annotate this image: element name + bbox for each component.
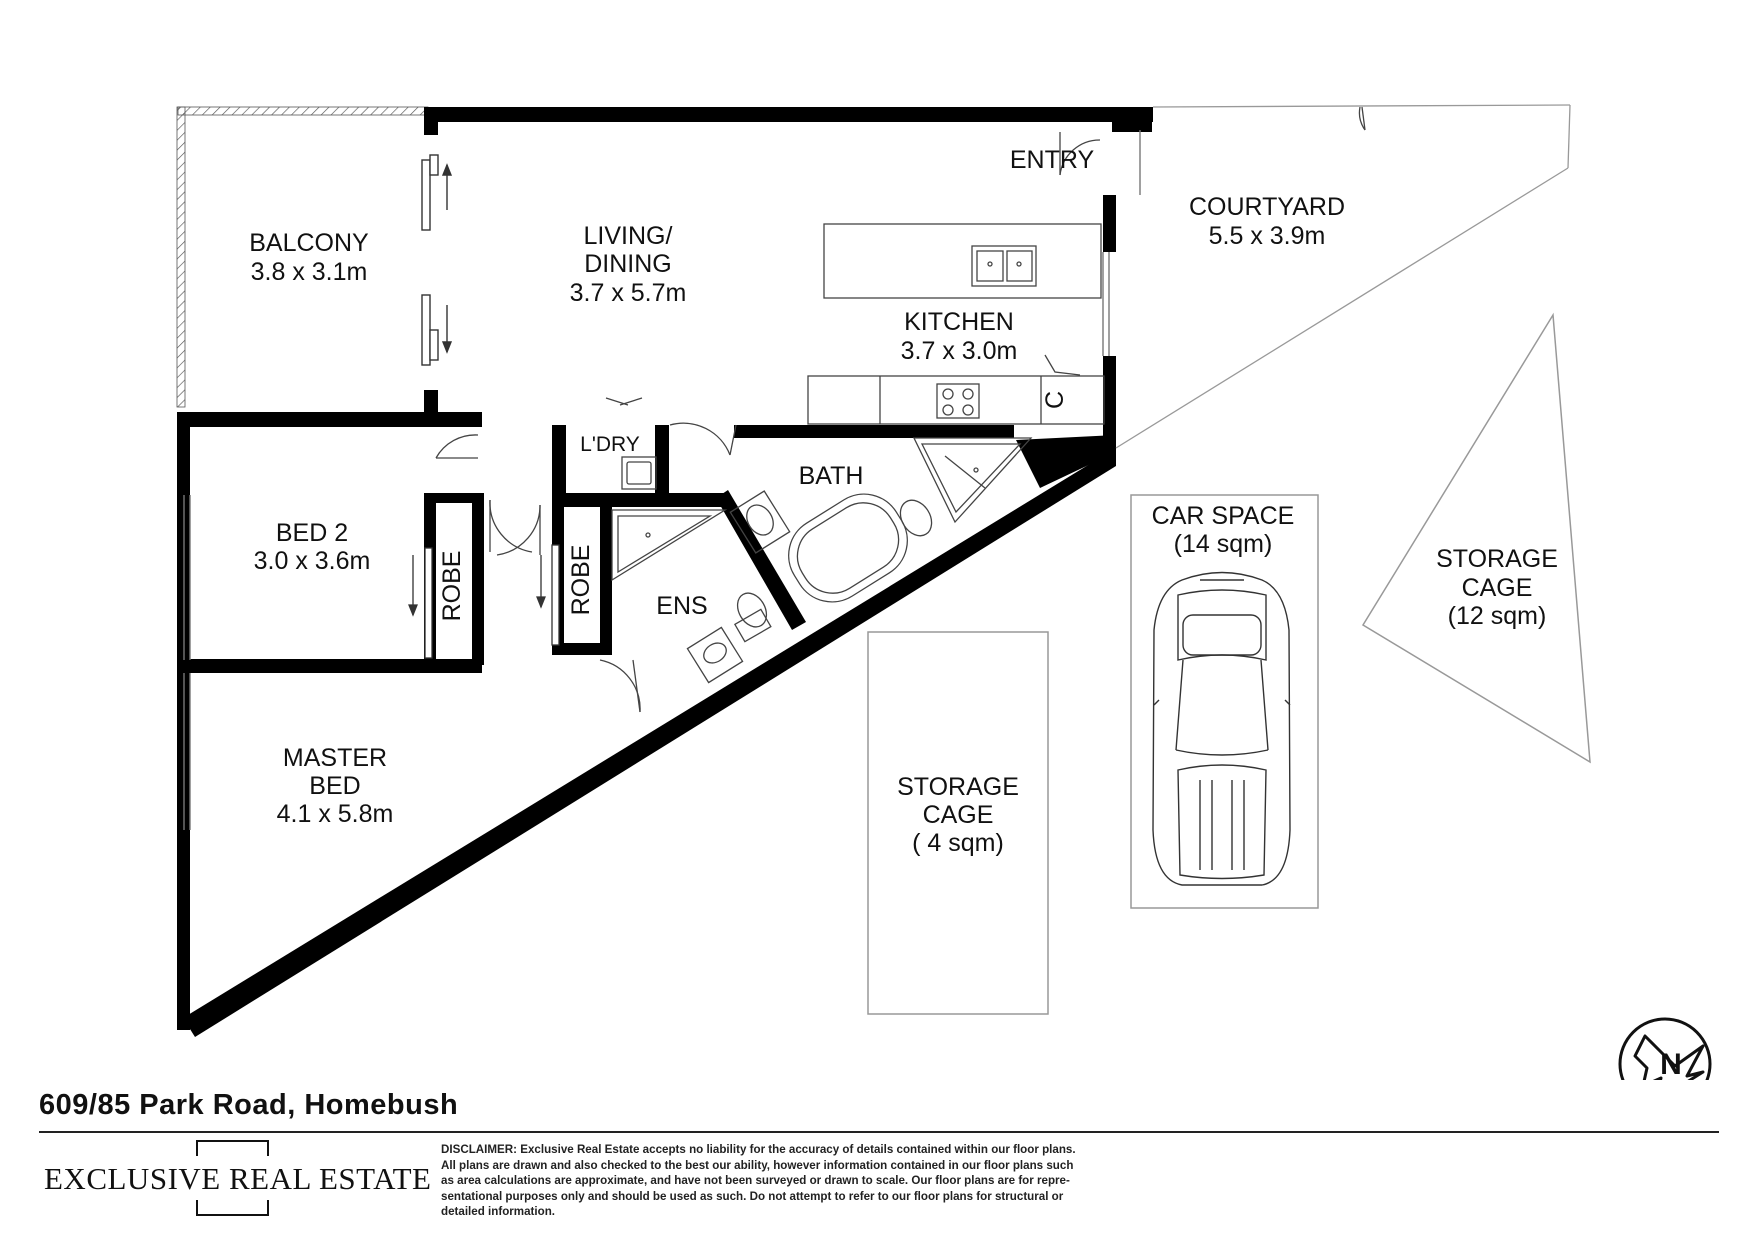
courtyard-outline <box>1116 105 1570 448</box>
balcony-name: BALCONY <box>249 229 369 257</box>
living-size: 3.7 x 5.7m <box>569 279 687 307</box>
balcony-size: 3.8 x 3.1m <box>250 258 368 286</box>
car-icon <box>1153 573 1290 886</box>
north-letter: N <box>1660 1048 1682 1080</box>
storage-small-size: ( 4 sqm) <box>912 829 1004 857</box>
storage-large-size: (12 sqm) <box>1447 602 1547 630</box>
storage-large-name-line1: STORAGE <box>1436 545 1558 573</box>
logo-bracket-top <box>196 1140 269 1156</box>
laundry-fixtures <box>622 457 656 489</box>
balcony-railing <box>177 107 428 407</box>
disclaimer-line: DISCLAIMER: Exclusive Real Estate accepts no liability for the accuracy of details contained within our floor plans. <box>441 1143 1076 1156</box>
entry-name: ENTRY <box>1009 146 1095 174</box>
master-name-line2: BED <box>309 772 361 800</box>
disclaimer <box>441 1142 1181 1220</box>
bed2-size: 3.0 x 3.6m <box>253 547 371 575</box>
logo-bracket-bottom <box>196 1200 269 1216</box>
disclaimer-line: All plans are drawn and also checked to the best our ability, however information contained in our floor plans such <box>441 1158 1074 1172</box>
property-address: 609/85 Park Road, Homebush <box>39 1089 459 1121</box>
master-name-line1: MASTER <box>282 744 388 772</box>
storage-cage-large-outline <box>1363 315 1590 762</box>
master-size: 4.1 x 5.8m <box>276 800 394 828</box>
disclaimer-line: detailed information. <box>441 1205 556 1219</box>
courtyard-size: 5.5 x 3.9m <box>1208 222 1326 250</box>
storage-small-name-line1: STORAGE <box>897 773 1019 801</box>
cupboard-label: C <box>1041 390 1069 410</box>
footer-divider <box>39 1131 1719 1133</box>
brand-name: EXCLUSIVE REAL ESTATE <box>44 1161 432 1196</box>
car-space-name: CAR SPACE <box>1151 502 1295 530</box>
north-arrow-icon <box>1620 1019 1710 1080</box>
ensuite-name: ENS <box>656 592 708 620</box>
disclaimer-line: sentational purposes only and should be used as such. Do not attempt to refer to our floor plans for structural or <box>441 1189 1064 1203</box>
disclaimer-line: as area calculations are approximate, and have not been surveyed or drawn to scale. Our floor plans are for repre- <box>441 1174 1070 1188</box>
laundry-name: L'DRY <box>580 433 640 456</box>
storage-large-name-line2: CAGE <box>1461 574 1533 602</box>
bath-name: BATH <box>798 462 864 490</box>
robe-master-label: ROBE <box>567 544 595 616</box>
car-space-size: (14 sqm) <box>1173 530 1273 558</box>
balcony-sliding-door <box>422 155 451 365</box>
courtyard-name: COURTYARD <box>1188 193 1346 221</box>
living-name-line1: LIVING/ <box>583 222 673 250</box>
bed2-name: BED 2 <box>275 519 349 547</box>
storage-small-name-line2: CAGE <box>922 801 994 829</box>
kitchen-name: KITCHEN <box>904 308 1014 336</box>
brand-logo <box>44 1140 432 1222</box>
kitchen-size: 3.7 x 3.0m <box>900 337 1018 365</box>
living-name-line2: DINING <box>584 250 672 278</box>
robe-bed2-label: ROBE <box>438 550 466 622</box>
